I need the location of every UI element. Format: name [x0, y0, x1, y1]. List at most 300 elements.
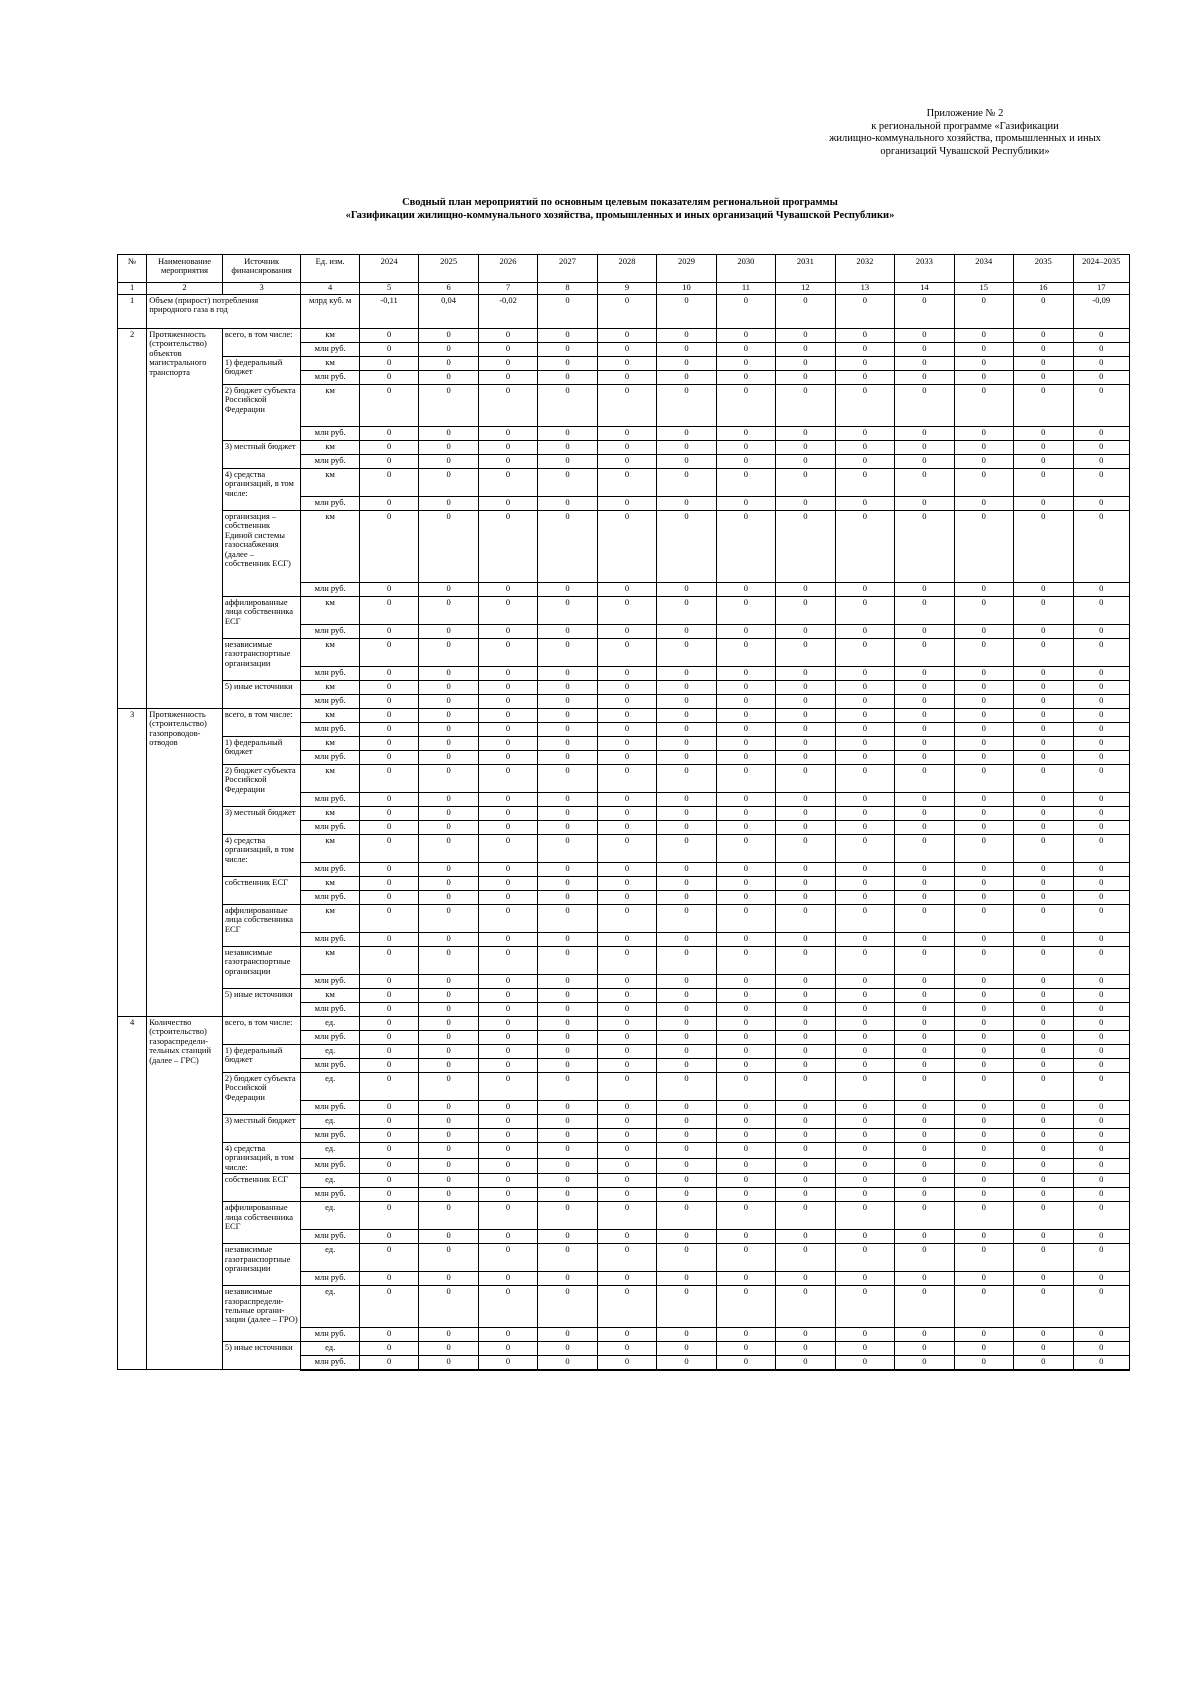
value-cell: 0 [478, 329, 537, 343]
value-cell: 0 [657, 891, 716, 905]
value-cell: 0 [776, 1017, 835, 1031]
value-cell: 0 [895, 1045, 954, 1059]
value-cell: 0 [1073, 441, 1130, 455]
value-cell: 0 [895, 975, 954, 989]
unit-cell: млн руб. [301, 793, 359, 807]
value-cell: 0 [1014, 639, 1073, 667]
value-cell: 0 [1014, 765, 1073, 793]
value-cell: 0 [359, 989, 418, 1003]
funding-source: 5) иные источники [222, 681, 301, 709]
column-number-cell: 7 [478, 283, 537, 295]
value-cell: 0 [954, 667, 1013, 681]
value-cell: 0 [895, 1188, 954, 1202]
value-cell: 0 [1073, 1356, 1130, 1370]
value-cell: 0 [597, 1342, 656, 1356]
value-cell: 0 [359, 807, 418, 821]
value-cell: 0 [716, 511, 775, 583]
value-cell: 0 [538, 765, 597, 793]
value-cell: 0 [776, 1158, 835, 1174]
value-cell: 0 [716, 385, 775, 427]
value-cell: 0 [538, 1003, 597, 1017]
value-cell: 0 [954, 681, 1013, 695]
annex-line: жилищно-коммунального хозяйства, промышленных и иных [829, 133, 1101, 144]
value-cell: 0 [1073, 667, 1130, 681]
value-cell: 0 [419, 1342, 478, 1356]
value-cell: 0 [776, 1115, 835, 1129]
value-cell: 0 [657, 989, 716, 1003]
value-cell: 0 [1014, 975, 1073, 989]
value-cell: 0 [359, 793, 418, 807]
header-cell: 2034 [954, 255, 1013, 283]
value-cell: 0 [478, 1286, 537, 1328]
unit-cell: млн руб. [301, 1230, 359, 1244]
value-cell: 0 [657, 639, 716, 667]
value-cell: 0 [716, 497, 775, 511]
funding-source: всего, в том числе: [222, 329, 301, 357]
table-row [118, 1143, 1130, 1159]
value-cell: 0 [538, 695, 597, 709]
value-cell: 0 [419, 497, 478, 511]
value-cell: 0 [359, 891, 418, 905]
value-cell: 0 [359, 1059, 418, 1073]
value-cell: 0 [716, 751, 775, 765]
value-cell: 0 [478, 1188, 537, 1202]
unit-cell: ед. [301, 1073, 359, 1101]
value-cell: 0 [835, 891, 894, 905]
value-cell: 0 [478, 625, 537, 639]
value-cell: 0 [835, 511, 894, 583]
value-cell: 0 [419, 1158, 478, 1174]
value-cell: 0 [538, 1272, 597, 1286]
value-cell: 0 [538, 1129, 597, 1143]
value-cell: 0 [359, 511, 418, 583]
value-cell: 0 [716, 905, 775, 933]
table-row [118, 1174, 1130, 1188]
value-cell: 0 [597, 1003, 656, 1017]
value-cell: 0 [716, 891, 775, 905]
value-cell: 0 [657, 667, 716, 681]
value-cell: 0 [954, 723, 1013, 737]
value-cell: 0 [1014, 793, 1073, 807]
value-cell: 0 [538, 1202, 597, 1230]
value-cell: 0 [776, 835, 835, 863]
value-cell: 0 [478, 737, 537, 751]
table-row [118, 989, 1130, 1003]
value-cell: 0 [1014, 863, 1073, 877]
value-cell: 0 [597, 667, 656, 681]
value-cell: 0 [1073, 1202, 1130, 1230]
value-cell: 0 [716, 1356, 775, 1370]
funding-source: собственник ЕСГ [222, 877, 301, 905]
table-row [118, 1244, 1130, 1272]
value-cell: 0 [478, 975, 537, 989]
value-cell: 0 [835, 469, 894, 497]
value-cell: 0 [478, 667, 537, 681]
value-cell: 0 [597, 625, 656, 639]
value-cell: 0 [776, 497, 835, 511]
value-cell: 0 [657, 1158, 716, 1174]
value-cell: 0 [597, 1174, 656, 1188]
value-cell: 0 [657, 709, 716, 723]
value-cell: 0 [538, 667, 597, 681]
table-row [118, 597, 1130, 625]
value-cell: 0 [895, 1143, 954, 1159]
value-cell: 0 [359, 1174, 418, 1188]
unit-cell: км [301, 681, 359, 695]
value-cell: 0 [657, 469, 716, 497]
table-row [118, 905, 1130, 933]
value-cell: 0 [1014, 295, 1073, 329]
value-cell: 0 [478, 1174, 537, 1188]
value-cell: 0 [895, 1272, 954, 1286]
funding-source: 2) бюджет субъекта Российской Федерации [222, 765, 301, 807]
value-cell: 0 [716, 1101, 775, 1115]
value-cell: 0 [716, 597, 775, 625]
value-cell: 0 [538, 1073, 597, 1101]
value-cell: 0 [538, 343, 597, 357]
value-cell: 0 [419, 1244, 478, 1272]
value-cell: 0 [478, 1272, 537, 1286]
value-cell: 0 [657, 1356, 716, 1370]
value-cell: 0 [776, 371, 835, 385]
value-cell: 0 [419, 1202, 478, 1230]
value-cell: 0 [835, 1101, 894, 1115]
value-cell: 0 [538, 709, 597, 723]
value-cell: 0 [895, 933, 954, 947]
value-cell: 0 [1073, 1073, 1130, 1101]
value-cell: 0 [597, 737, 656, 751]
table-row [118, 1202, 1130, 1230]
value-cell: 0 [419, 1017, 478, 1031]
value-cell: 0 [478, 1342, 537, 1356]
value-cell: 0 [657, 695, 716, 709]
value-cell: 0 [478, 1059, 537, 1073]
value-cell: 0 [1014, 695, 1073, 709]
value-cell: 0 [1073, 681, 1130, 695]
value-cell: 0 [716, 1143, 775, 1159]
value-cell: 0 [419, 1115, 478, 1129]
column-number-cell: 5 [359, 283, 418, 295]
table-body [118, 295, 1130, 1370]
value-cell: 0 [954, 1342, 1013, 1356]
value-cell: 0 [1014, 835, 1073, 863]
value-cell: 0 [954, 1272, 1013, 1286]
value-cell: 0 [359, 1272, 418, 1286]
value-cell: 0 [359, 821, 418, 835]
value-cell: 0 [1073, 357, 1130, 371]
header-cell: Источник финансирования [222, 255, 301, 283]
value-cell: 0 [359, 625, 418, 639]
value-cell: 0 [359, 1115, 418, 1129]
value-cell: 0 [1073, 625, 1130, 639]
value-cell: 0 [895, 1328, 954, 1342]
value-cell: 0 [1014, 1356, 1073, 1370]
value-cell: 0 [954, 1101, 1013, 1115]
header-cell: Наименование мероприятия [147, 255, 223, 283]
value-cell: 0 [835, 695, 894, 709]
value-cell: 0 [895, 427, 954, 441]
value-cell: 0 [478, 891, 537, 905]
column-number-cell: 6 [419, 283, 478, 295]
value-cell: 0 [1014, 1129, 1073, 1143]
value-cell: 0 [597, 1143, 656, 1159]
value-cell: 0 [776, 667, 835, 681]
value-cell: 0 [538, 295, 597, 329]
value-cell: 0 [657, 1017, 716, 1031]
value-cell: 0 [776, 947, 835, 975]
value-cell: 0 [419, 723, 478, 737]
value-cell: 0 [895, 737, 954, 751]
column-number-cell: 17 [1073, 283, 1130, 295]
header-cell: 2024 [359, 255, 418, 283]
value-cell: 0 [419, 989, 478, 1003]
value-cell: 0 [954, 751, 1013, 765]
value-cell: 0 [1014, 1174, 1073, 1188]
funding-source: организация – собственник Единой системы газоснабжения (далее – собственник ЕСГ) [222, 511, 301, 597]
value-cell: 0 [716, 765, 775, 793]
value-cell: 0 [895, 1101, 954, 1115]
table-row [118, 877, 1130, 891]
header-cell: 2033 [895, 255, 954, 283]
value-cell: 0 [835, 329, 894, 343]
value-cell: 0 [359, 1188, 418, 1202]
value-cell: 0 [835, 427, 894, 441]
value-cell: 0 [1073, 385, 1130, 427]
value-cell: 0 [1014, 427, 1073, 441]
value-cell: 0 [597, 639, 656, 667]
value-cell: 0 [419, 427, 478, 441]
column-number-cell: 10 [657, 283, 716, 295]
value-cell: 0 [419, 1143, 478, 1159]
value-cell: 0 [478, 469, 537, 497]
value-cell: 0 [478, 1031, 537, 1045]
value-cell: 0 [895, 469, 954, 497]
unit-cell: млн руб. [301, 1272, 359, 1286]
value-cell: 0 [419, 1272, 478, 1286]
value-cell: 0 [776, 1328, 835, 1342]
value-cell: 0 [954, 1115, 1013, 1129]
value-cell: 0 [359, 975, 418, 989]
value-cell: 0 [835, 975, 894, 989]
value-cell: 0 [835, 343, 894, 357]
value-cell: 0 [359, 1045, 418, 1059]
value-cell: 0 [835, 1059, 894, 1073]
value-cell: 0 [776, 295, 835, 329]
value-cell: 0 [359, 1356, 418, 1370]
value-cell: 0,04 [419, 295, 478, 329]
value-cell: 0 [359, 1003, 418, 1017]
value-cell: 0 [716, 863, 775, 877]
value-cell: 0 [776, 469, 835, 497]
value-cell: 0 [419, 1286, 478, 1328]
value-cell: 0 [835, 1174, 894, 1188]
value-cell: 0 [895, 497, 954, 511]
value-cell: 0 [954, 835, 1013, 863]
value-cell: 0 [478, 877, 537, 891]
value-cell: 0 [1014, 821, 1073, 835]
value-cell: 0 [835, 625, 894, 639]
annex-note [800, 108, 1130, 158]
value-cell: 0 [954, 1129, 1013, 1143]
value-cell: 0 [419, 455, 478, 469]
value-cell: 0 [419, 1188, 478, 1202]
value-cell: 0 [1014, 329, 1073, 343]
value-cell: 0 [835, 863, 894, 877]
value-cell: 0 [1014, 1045, 1073, 1059]
value-cell: 0 [835, 1003, 894, 1017]
value-cell: 0 [1014, 737, 1073, 751]
value-cell: 0 [895, 681, 954, 695]
value-cell: 0 [359, 1031, 418, 1045]
value-cell: 0 [478, 709, 537, 723]
document-title [110, 196, 1130, 222]
unit-cell: км [301, 639, 359, 667]
header-cell: 2028 [597, 255, 656, 283]
value-cell: 0 [1014, 597, 1073, 625]
unit-cell: км [301, 511, 359, 583]
value-cell: 0 [657, 1272, 716, 1286]
table-row [118, 1342, 1130, 1356]
value-cell: 0 [597, 583, 656, 597]
unit-cell: км [301, 329, 359, 343]
value-cell: 0 [954, 793, 1013, 807]
value-cell: 0 [478, 441, 537, 455]
value-cell: 0 [657, 975, 716, 989]
value-cell: 0 [478, 1017, 537, 1031]
value-cell: 0 [835, 667, 894, 681]
value-cell: 0 [776, 751, 835, 765]
value-cell: 0 [657, 737, 716, 751]
value-cell: 0 [835, 933, 894, 947]
value-cell: 0 [954, 441, 1013, 455]
value-cell: 0 [478, 751, 537, 765]
value-cell: 0 [478, 821, 537, 835]
value-cell: 0 [597, 371, 656, 385]
annex-line: к региональной программе «Газификации [871, 120, 1059, 132]
value-cell: 0 [597, 709, 656, 723]
value-cell: 0 [1073, 1115, 1130, 1129]
value-cell: 0 [835, 1188, 894, 1202]
value-cell: 0 [657, 329, 716, 343]
header-cell: 2035 [1014, 255, 1073, 283]
value-cell: 0 [538, 1045, 597, 1059]
value-cell: 0 [1073, 583, 1130, 597]
funding-source: 1) федеральный бюджет [222, 737, 301, 765]
value-cell: 0 [657, 1328, 716, 1342]
value-cell: 0 [359, 583, 418, 597]
table-header [118, 255, 1130, 295]
value-cell: 0 [419, 1045, 478, 1059]
value-cell: 0 [716, 1115, 775, 1129]
unit-cell: млн руб. [301, 1328, 359, 1342]
header-cell: 2031 [776, 255, 835, 283]
value-cell: 0 [419, 737, 478, 751]
value-cell: 0 [835, 1272, 894, 1286]
value-cell: 0 [895, 1003, 954, 1017]
value-cell: 0 [597, 1017, 656, 1031]
value-cell: 0 [538, 933, 597, 947]
value-cell: 0 [359, 695, 418, 709]
value-cell: 0 [1014, 709, 1073, 723]
value-cell: 0 [835, 1202, 894, 1230]
value-cell: 0 [538, 1017, 597, 1031]
value-cell: 0 [954, 511, 1013, 583]
funding-source: 3) местный бюджет [222, 441, 301, 469]
title-line-2: «Газификации жилищно-коммунального хозяйства, промышленных и иных организаций Чувашской Республики» [345, 210, 895, 221]
unit-cell: ед. [301, 1202, 359, 1230]
value-cell: 0 [1014, 877, 1073, 891]
value-cell: 0 [895, 905, 954, 933]
value-cell: 0 [835, 1073, 894, 1101]
funding-source: независимые газотранспортные организации [222, 947, 301, 989]
value-cell: 0 [776, 625, 835, 639]
value-cell: 0 [716, 989, 775, 1003]
value-cell: 0 [716, 793, 775, 807]
value-cell: 0 [776, 1129, 835, 1143]
value-cell: 0 [478, 1003, 537, 1017]
value-cell: 0 [835, 371, 894, 385]
indicator-name: Протяженность (строительство) газопроводов-отводов [147, 709, 223, 1017]
value-cell: 0 [419, 329, 478, 343]
value-cell: 0 [1014, 723, 1073, 737]
value-cell: 0 [1073, 497, 1130, 511]
value-cell: 0 [657, 1129, 716, 1143]
unit-cell: млн руб. [301, 1101, 359, 1115]
value-cell: -0,02 [478, 295, 537, 329]
value-cell: 0 [538, 737, 597, 751]
value-cell: 0 [1014, 1328, 1073, 1342]
value-cell: 0 [478, 1115, 537, 1129]
unit-cell: ед. [301, 1143, 359, 1159]
value-cell: 0 [538, 723, 597, 737]
value-cell: 0 [657, 1342, 716, 1356]
column-number-cell: 3 [222, 283, 301, 295]
value-cell: 0 [835, 947, 894, 975]
value-cell: 0 [835, 681, 894, 695]
table-row [118, 295, 1130, 329]
funding-source: аффилированные лица собственника ЕСГ [222, 597, 301, 639]
value-cell: 0 [776, 933, 835, 947]
header-cell: 2024–2035 [1073, 255, 1130, 283]
value-cell: 0 [657, 1174, 716, 1188]
value-cell: 0 [776, 511, 835, 583]
value-cell: 0 [954, 597, 1013, 625]
value-cell: 0 [538, 597, 597, 625]
value-cell: 0 [478, 371, 537, 385]
value-cell: 0 [1014, 441, 1073, 455]
indicator-name: Количество (строительство) газораспредели-тельных станций (далее – ГРС) [147, 1017, 223, 1370]
value-cell: 0 [359, 455, 418, 469]
value-cell: 0 [954, 1188, 1013, 1202]
row-number: 3 [118, 709, 147, 1017]
value-cell: 0 [419, 583, 478, 597]
value-cell: 0 [1014, 905, 1073, 933]
value-cell: 0 [776, 891, 835, 905]
value-cell: 0 [419, 639, 478, 667]
unit-cell: км [301, 385, 359, 427]
value-cell: 0 [538, 1356, 597, 1370]
value-cell: 0 [478, 765, 537, 793]
value-cell: 0 [1073, 807, 1130, 821]
value-cell: 0 [657, 1115, 716, 1129]
value-cell: 0 [478, 357, 537, 371]
value-cell: 0 [776, 1356, 835, 1370]
value-cell: 0 [657, 1143, 716, 1159]
value-cell: 0 [716, 1073, 775, 1101]
value-cell: 0 [954, 469, 1013, 497]
value-cell: 0 [776, 329, 835, 343]
value-cell: 0 [1073, 877, 1130, 891]
